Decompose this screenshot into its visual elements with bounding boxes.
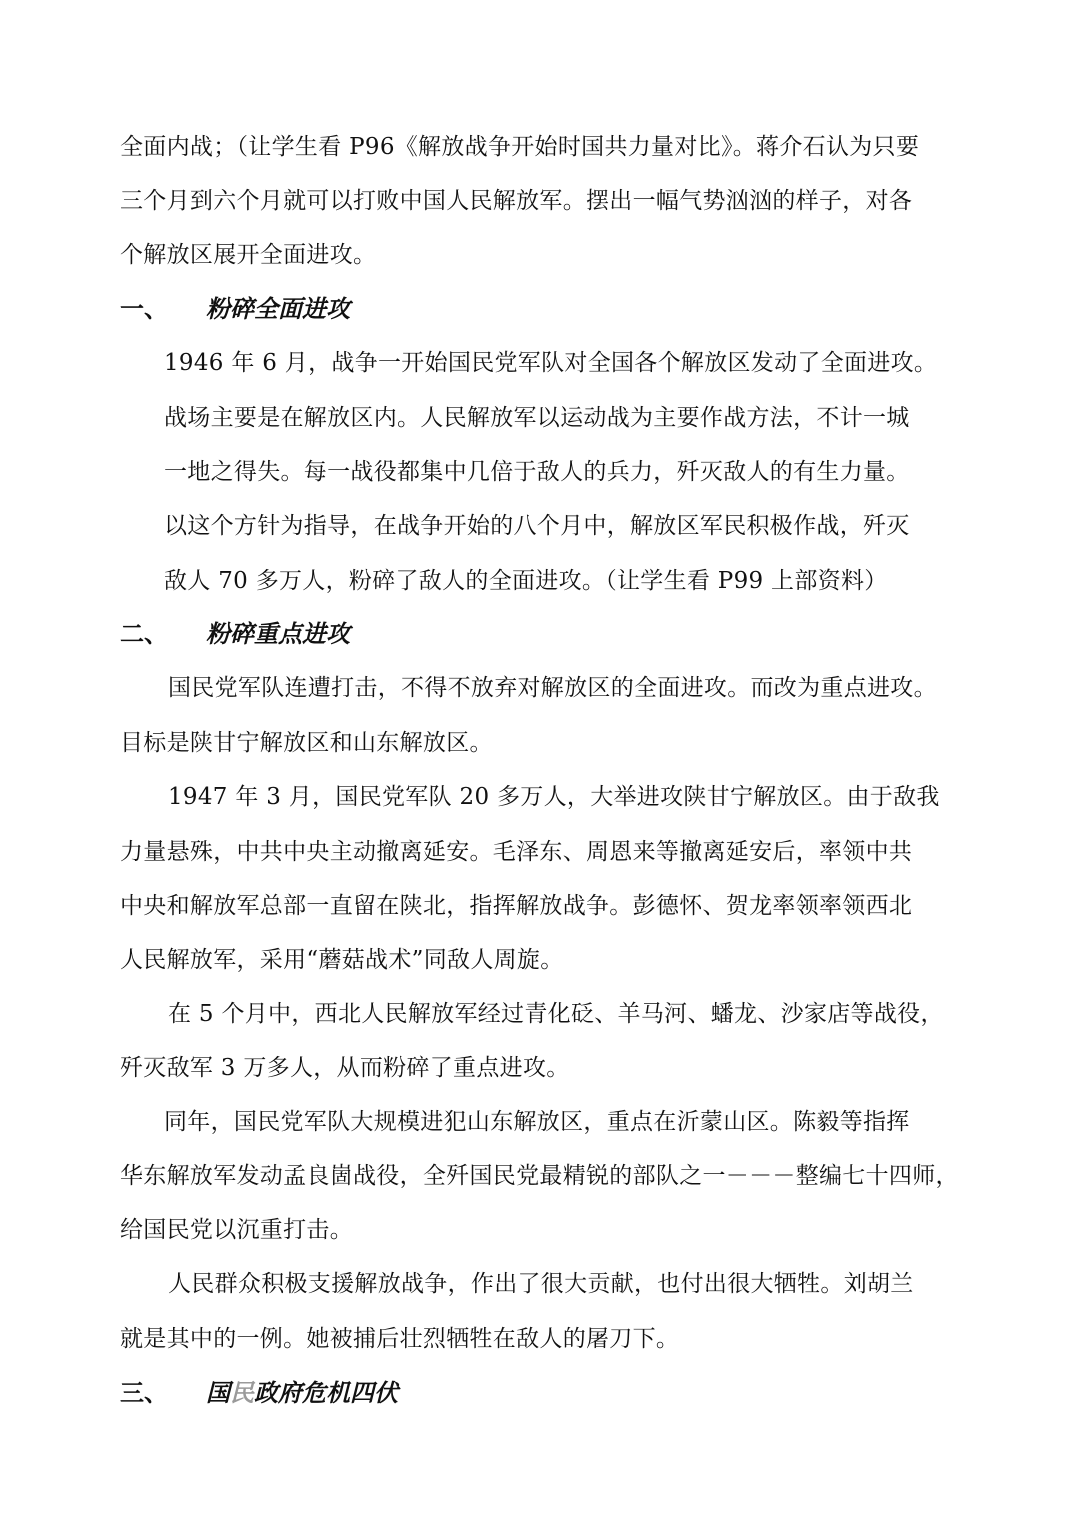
paragraph-line: 人民群众积极支援解放战争，作出了很大贡献，也付出很大牺牲。刘胡兰 [168, 1271, 914, 1297]
paragraph-line: 三个月到六个月就可以打败中国人民解放军。摆出一幅气势汹汹的样子，对各 [120, 188, 913, 214]
paragraph-line: 中央和解放军总部一直留在陕北，指挥解放战争。彭德怀、贺龙率领率领西北 [120, 893, 913, 919]
section-title: 粉碎重点进攻 [206, 619, 350, 648]
paragraph-line: 战场主要是在解放区内。人民解放军以运动战为主要作战方法，不计一城 [164, 405, 910, 431]
section-title: 粉碎全面进攻 [206, 294, 350, 323]
paragraph-line: 以这个方针为指导，在战争开始的八个月中，解放区军民积极作战，歼灭 [164, 513, 910, 539]
paragraph-line: 就是其中的一例。她被捕后壮烈牺牲在敌人的屠刀下。 [120, 1326, 680, 1352]
section-title-part: 政府危机四伏 [254, 1378, 398, 1407]
paragraph-line: 同年，国民党军队大规模进犯山东解放区，重点在沂蒙山区。陈毅等指挥 [164, 1109, 910, 1135]
section-number: 二、 [120, 619, 168, 648]
paragraph-line: 目标是陕甘宁解放区和山东解放区。 [120, 730, 493, 756]
paragraph-line: 敌人 70 多万人，粉碎了敌人的全面进攻。（让学生看 P99 上部资料） [164, 568, 888, 594]
paragraph-line: 国民党军队连遭打击，不得不放弃对解放区的全面进攻。而改为重点进攻。 [168, 675, 937, 701]
paragraph-line: 一地之得失。每一战役都集中几倍于敌人的兵力，歼灭敌人的有生力量。 [164, 459, 910, 485]
paragraph-line: 歼灭敌军 3 万多人，从而粉碎了重点进攻。 [120, 1055, 570, 1081]
section-number: 三、 [120, 1378, 168, 1407]
paragraph-line: 给国民党以沉重打击。 [120, 1217, 353, 1243]
paragraph-line: 在 5 个月中，西北人民解放军经过青化砭、羊马河、蟠龙、沙家店等战役， [168, 1001, 944, 1027]
paragraph-line: 华东解放军发动孟良崮战役，全歼国民党最精锐的部队之一－－－整编七十四师， [120, 1163, 959, 1189]
paragraph-line: 全面内战；（让学生看 P96《解放战争开始时国共力量对比》。蒋介石认为只要 [120, 134, 920, 160]
section-heading-3 [120, 1378, 398, 1408]
paragraph-line: 人民解放军，采用“蘑菇战术”同敌人周旋。 [120, 947, 564, 973]
paragraph-line: 1946 年 6 月，战争一开始国民党军队对全国各个解放区发动了全面进攻。 [164, 350, 938, 376]
paragraph-line: 个解放区展开全面进攻。 [120, 242, 377, 268]
section-heading-1 [120, 294, 350, 324]
section-heading-2 [120, 619, 350, 649]
section-number: 一、 [120, 294, 168, 323]
paragraph-line: 力量悬殊，中共中央主动撤离延安。毛泽东、周恩来等撤离延安后，率领中共 [120, 839, 913, 865]
section-title-part: 国 [206, 1378, 230, 1407]
section-title-part-faded: 民 [230, 1378, 254, 1407]
paragraph-line: 1947 年 3 月，国民党军队 20 多万人，大举进攻陕甘宁解放区。由于敌我 [168, 784, 940, 810]
